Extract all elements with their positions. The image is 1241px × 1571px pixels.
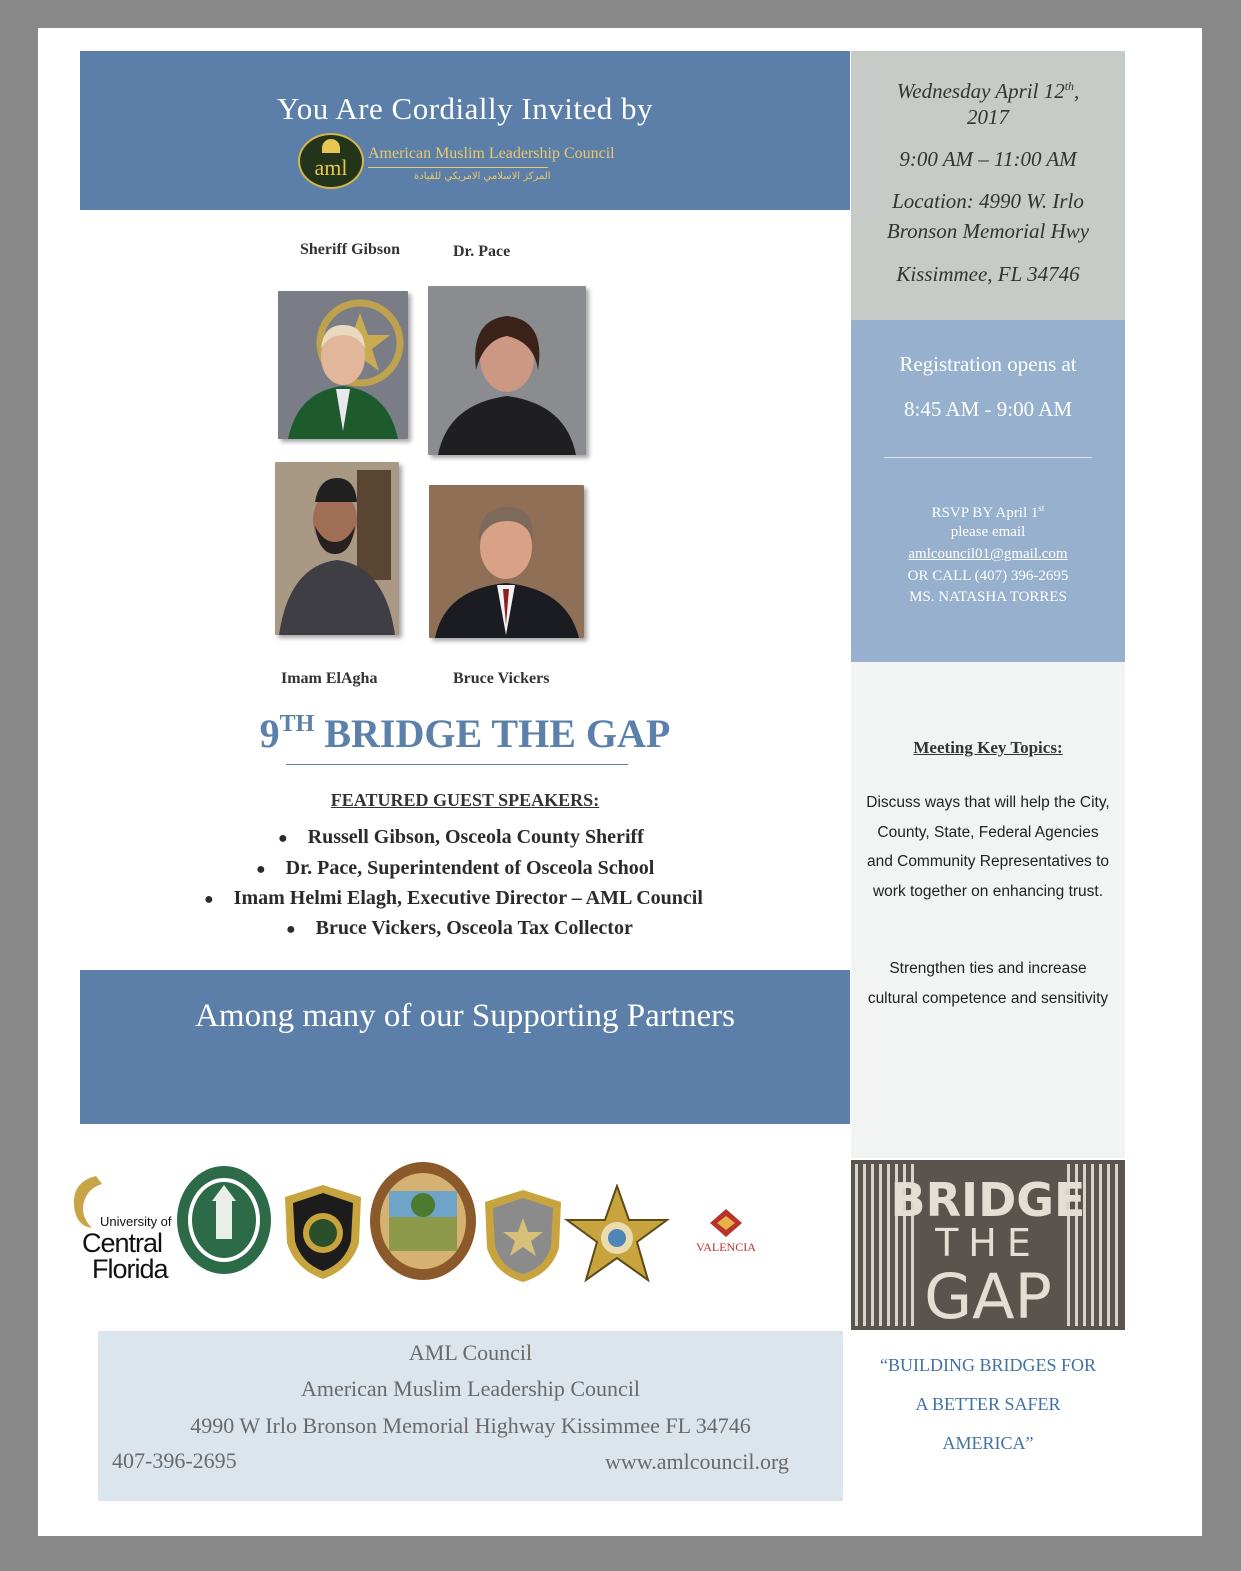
partners-heading: Among many of our Supporting Partners — [195, 998, 735, 1034]
event-date-line1: Wednesday April 12th, — [896, 79, 1080, 103]
valencia-logo — [690, 1207, 762, 1257]
org-name-arabic: المركز الاسلامي الامريكي للقيادة — [414, 171, 551, 182]
bridge-the-gap-logo — [851, 1160, 1125, 1330]
bullet-icon: ● — [204, 891, 234, 908]
featured-speaker-1: ● Russell Gibson, Osceola County Sheriff — [278, 826, 644, 848]
rsvp-instruction: please email — [950, 524, 1026, 540]
registration-line1: Registration opens at — [899, 352, 1077, 376]
bridge-logo-line1: BRIDGE — [890, 1173, 1086, 1227]
event-location-line3: Kissimmee, FL 34746 — [896, 262, 1080, 286]
photo-dr-pace — [428, 286, 586, 455]
event-location-line2: Bronson Memorial Hwy — [886, 219, 1090, 243]
footer-address: 4990 W Irlo Bronson Memorial Highway Kissimmee FL 34746 — [190, 1413, 751, 1438]
event-title-rule — [286, 764, 628, 765]
stetson-university-seal — [176, 1165, 272, 1275]
bridge-stripes-graphic — [851, 1160, 1125, 1330]
org-name-rule — [368, 167, 548, 168]
valencia-text: VALENCIA — [696, 1240, 756, 1254]
topic-paragraph-1: Discuss ways that will help the City, County, State, Federal Agencies and Community Representatives to work together on enhancing trust. — [866, 794, 1110, 900]
rsvp-deadline: RSVP BY April 1st — [931, 503, 1045, 521]
rsvp-phone: OR CALL (407) 396-2695 — [907, 568, 1069, 584]
slogan-line1: “BUILDING BRIDGES FOR — [880, 1355, 1096, 1375]
footer-phone: 407-396-2695 — [112, 1448, 237, 1473]
bullet-icon: ● — [278, 830, 308, 847]
speaker-name-elagha: Imam ElAgha — [281, 670, 378, 687]
slogan-line2: A BETTER SAFER — [915, 1394, 1061, 1414]
ucf-logo — [66, 1172, 176, 1282]
event-location-line1: Location: 4990 W. Irlo — [892, 189, 1084, 213]
mosque-icon — [322, 139, 340, 153]
featured-speaker-3: ● Imam Helmi Elagh, Executive Director – AML Council — [204, 887, 703, 909]
photo-imam-elagha — [275, 462, 399, 635]
speaker-name-pace: Dr. Pace — [453, 243, 511, 260]
registration-panel — [851, 320, 1125, 662]
event-time: 9:00 AM – 11:00 AM — [899, 147, 1077, 171]
partners-band — [80, 970, 850, 1124]
header-band — [80, 51, 850, 210]
footer-website[interactable]: www.amlcouncil.org — [605, 1449, 789, 1474]
speaker-name-vickers: Bruce Vickers — [453, 670, 550, 687]
featured-speakers-heading: FEATURED GUEST SPEAKERS: — [330, 790, 600, 810]
rsvp-email-link[interactable]: amlcouncil01@gmail.com — [908, 546, 1068, 562]
ucf-line3: Florida — [92, 1254, 168, 1284]
topics-panel — [851, 662, 1125, 1158]
seminole-sheriff-badge — [281, 1183, 365, 1281]
rsvp-contact-name: MS. NATASHA TORRES — [909, 589, 1067, 605]
photo-bruce-vickers — [429, 485, 584, 638]
osceola-county-seal — [369, 1161, 477, 1281]
ucf-line1: University of — [100, 1214, 172, 1229]
event-date-line2: 2017 — [967, 105, 1009, 129]
bullet-icon: ● — [256, 861, 286, 878]
invite-title: You Are Cordially Invited by — [277, 91, 653, 126]
footer-box — [98, 1331, 843, 1501]
featured-speaker-4: ● Bruce Vickers, Osceola Tax Collector — [286, 917, 633, 939]
footer-line1: AML Council — [408, 1340, 533, 1365]
topic-paragraph-2: Strengthen ties and increase cultural competence and sensitivity — [867, 960, 1109, 1007]
featured-speaker-2: ● Dr. Pace, Superintendent of Osceola School — [256, 857, 655, 879]
registration-time: 8:45 AM - 9:00 AM — [903, 397, 1073, 421]
speaker-name-gibson: Sheriff Gibson — [300, 241, 401, 258]
org-name: American Muslim Leadership Council — [368, 145, 615, 162]
event-title: 9TH BRIDGE THE GAP — [259, 711, 671, 756]
sheriff-star-badge — [563, 1184, 671, 1284]
aml-logo-text: aml — [314, 155, 348, 180]
bullet-icon: ● — [286, 921, 316, 938]
photo-sheriff-gibson — [278, 291, 408, 439]
bridge-logo-line3: GAP — [924, 1260, 1052, 1330]
valencia-diamond-icon — [690, 1207, 762, 1243]
topics-title: Meeting Key Topics: — [913, 738, 1063, 757]
footer-line2: American Muslim Leadership Council — [300, 1376, 641, 1401]
aml-logo — [298, 133, 364, 189]
registration-divider — [884, 457, 1092, 458]
ucf-line2: Central — [82, 1228, 163, 1258]
orange-county-sheriff-badge — [481, 1188, 565, 1284]
bridge-logo-line2: THE — [935, 1221, 1041, 1265]
slogan-line3: AMERICA” — [942, 1433, 1034, 1453]
event-info-panel — [851, 51, 1125, 320]
